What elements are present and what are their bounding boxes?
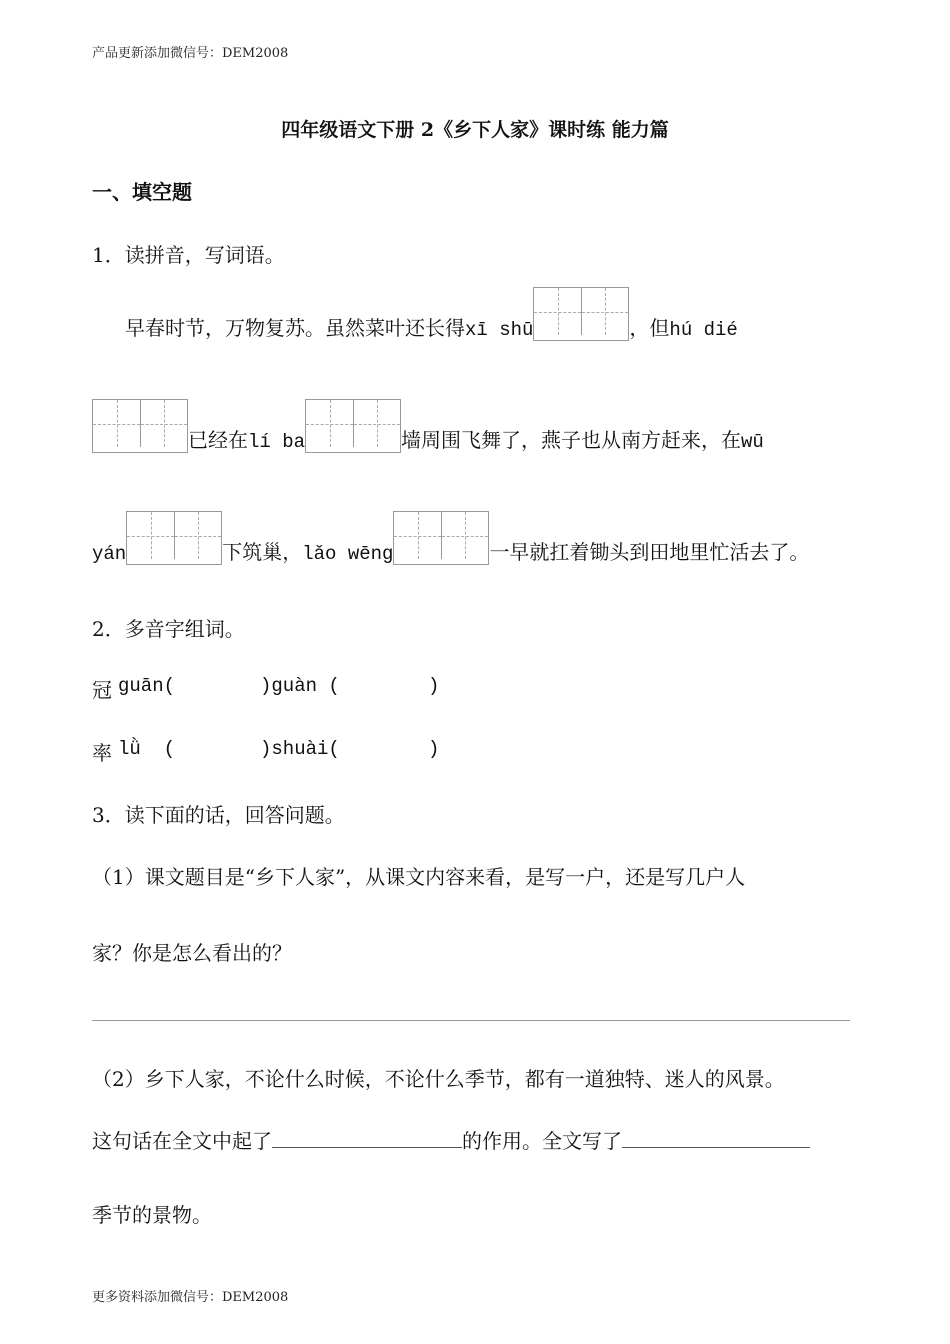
pinyin: yán [92,543,127,565]
char-grid[interactable] [533,287,629,341]
bracket: ) [428,738,440,760]
answer-blank[interactable] [345,674,425,698]
q3-sub1-line2: 家？你是怎么看出的？ [92,941,292,965]
header-note: 产品更新添加微信号：DEM2008 [92,46,289,61]
answer-blank[interactable] [173,674,270,698]
q3-sub2-line1: （2）乡下人家，不论什么时候，不论什么季节，都有一道独特、迷人的风景。 [92,1067,785,1091]
section-heading: 一、填空题 [92,180,192,204]
footer-note: 更多资料添加微信号：DEM2008 [92,1290,289,1305]
bracket: ) [428,675,440,697]
answer-blank[interactable] [272,1127,462,1148]
char-grid[interactable] [305,399,401,453]
q1-line1 [125,287,738,341]
page-title: 四年级语文下册 2《乡下人家》课时练 能力篇 [281,119,669,141]
pinyin: guān( [118,675,176,697]
q1-text: 一早就扛着锄头到田地里忙活去了。 [489,540,810,564]
answer-blank[interactable] [345,737,425,761]
q1-label: 1．读拼音，写词语。 [92,243,285,267]
q2-row2 [92,737,440,766]
pinyin: )guàn ( [260,675,340,697]
char: 率 [92,741,112,765]
answer-blank[interactable] [173,737,270,761]
answer-blank[interactable] [622,1127,810,1148]
q3-sub1-line1: （1）课文题目是“乡下人家”，从课文内容来看，是写一户，还是写几户人 [92,865,746,889]
pinyin: )shuài( [260,738,340,760]
q1-text: ，但 [629,316,670,340]
char-grid[interactable] [92,399,188,453]
char-grid[interactable] [393,511,489,565]
pinyin: lǎo wēng [302,543,394,565]
pinyin: hú dié [669,319,738,341]
pinyin: lǜ ( [118,738,176,760]
q1-text: 下筑巢， [222,540,303,564]
q2-label: 2．多音字组词。 [92,617,245,641]
q1-text: 早春时节，万物复苏。虽然菜叶还长得 [125,316,465,340]
q1-line3 [92,511,809,565]
pinyin: xī shū [465,319,534,341]
q1-text: 已经在 [188,428,248,452]
q1-line2 [92,399,764,453]
q2-row1 [92,674,440,703]
q3-text: 这句话在全文中起了 [92,1129,272,1153]
char-grid[interactable] [126,511,222,565]
answer-line[interactable] [92,1020,850,1021]
q1-text: 墙周围飞舞了，燕子也从南方赶来，在 [401,428,742,452]
char: 冠 [92,678,112,702]
q3-text: 的作用。全文写了 [462,1129,622,1153]
q3-sub2-line2 [92,1125,810,1154]
pinyin: wū [741,431,764,453]
pinyin: lí ba [248,431,306,453]
q3-label: 3．读下面的话，回答问题。 [92,803,345,827]
q3-sub2-line3: 季节的景物。 [92,1203,212,1227]
